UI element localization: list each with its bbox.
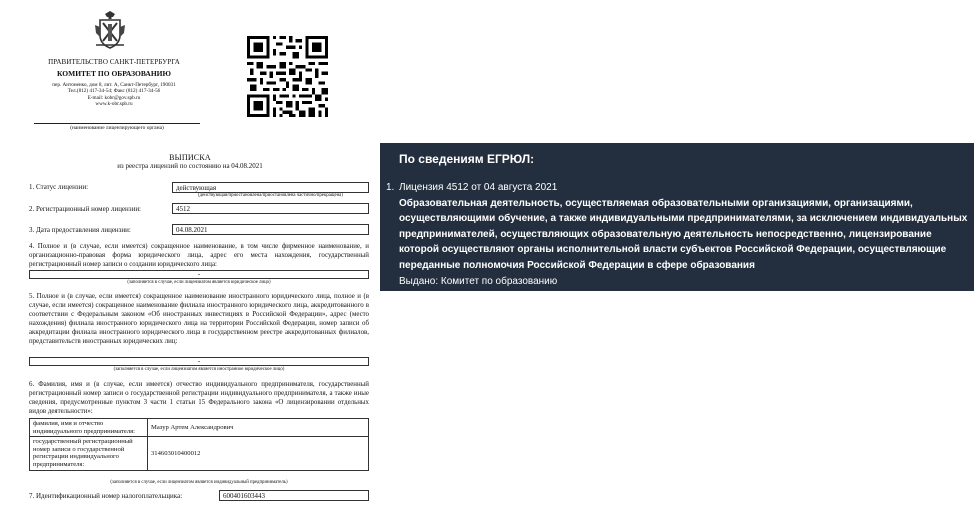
table-row — [30, 437, 369, 470]
reg-number-value: 4512 — [172, 203, 369, 214]
section-5-value: - — [29, 357, 369, 366]
email-line: E-mail: kobr@gov.spb.ru — [87, 94, 141, 101]
list-item-number: 1. — [386, 182, 395, 193]
date-label: 3. Дата предоставления лицензии: — [29, 226, 131, 234]
section-5-text: 5. Полное и (в случае, если имеется) сокращенное наименование иностранного юридического лица, полное и (в случае, если имеется) сокращенное наименование филиала иностранного юридического лица, аккредитованного в соответствии с Федеральным законом «Об иностранных инвестициях в Российской Федерации», адрес (место нахождения) филиала иностранного юридического лица на территории Российской Федерации, номер записи об аккредитации филиала иностранного юридического лица в государственном реестре аккредитованных филиалов, представительств иностранных юридических лиц: — [29, 293, 369, 345]
entrepreneur-table — [29, 418, 369, 471]
qr-code — [247, 36, 328, 117]
reg-number-label: 2. Регистрационный номер лицензии: — [29, 205, 142, 213]
table-row — [30, 419, 369, 437]
license-description: Образовательная деятельность, осуществляемая образовательными организациями, организациями, осуществляющими обучение, а также индивидуальными предпринимателями, за исключением индивидуальных предпринимателей, осуществляющих образовательную деятельность непосредственно, лицензирование которой осуществляют органы исполнительной власти субъектов Российской Федерации, осуществляющие переданные полномочия Российской Федерации в сфере образования — [399, 197, 968, 271]
table-key: фамилия, имя и отчество индивидуального предпринимателя: — [30, 419, 148, 437]
license-list — [386, 180, 972, 289]
license-issued-by: Выдано: Комитет по образованию — [399, 275, 558, 287]
phone-line: Тел.(812) 417-34-54; Факс (812) 417-34-56 — [67, 88, 161, 95]
authority-caption: (наименование лицензирующего органа) — [70, 125, 164, 131]
document-title: ВЫПИСКА — [169, 153, 211, 162]
coat-of-arms-icon — [93, 11, 127, 51]
table-key: государственный регистрационный номер записи о государственной регистрации индивидуального предпринимателя: — [30, 437, 148, 470]
divider — [34, 123, 200, 124]
entrepreneur-name: Мазур Артем Александрович — [148, 419, 369, 437]
issuing-authority — [34, 58, 194, 108]
date-value: 04.08.2021 — [172, 224, 369, 235]
license-heading: Лицензия 4512 от 04 августа 2021 — [399, 182, 558, 193]
committee-name: КОМИТЕТ ПО ОБРАЗОВАНИЮ — [57, 69, 171, 78]
list-item — [386, 180, 972, 289]
section-4-note: (заполняется в случае, если лицензиатом является юридическое лицо) — [127, 280, 271, 285]
license-extract-document — [0, 0, 380, 510]
status-note: (действующая/приостановлена/приостановлена частично/прекращена) — [198, 193, 343, 198]
section-4-text: 4. Полное и (в случае, если имеется) сокращенное наименование, в том числе фирменное наименование, и организационно-правовая форма юридического лица, адрес его места нахождения, государственный регистрационный номер записи о создании юридического лица: — [29, 243, 369, 268]
panel-title: По сведениям ЕГРЮЛ: — [399, 152, 535, 166]
ogrnip-value: 314603010400012 — [148, 437, 369, 470]
status-label: 1. Статус лицензии: — [29, 183, 89, 191]
egrul-info-panel — [380, 143, 974, 291]
document-subtitle: из реестра лицензий по состоянию на 04.08.2021 — [117, 162, 263, 170]
authority-address — [34, 82, 194, 108]
inn-label: 7. Идентификационный номер налогоплательщика: — [29, 492, 183, 500]
government-name: ПРАВИТЕЛЬСТВО САНКТ-ПЕТЕРБУРГА — [48, 58, 180, 66]
status-value: действующая — [172, 182, 369, 193]
inn-value: 600401603443 — [219, 490, 369, 501]
website-line: www.k-obr.spb.ru — [95, 101, 133, 108]
section-6-note: (заполняется в случае, если лицензиатом является индивидуальный предприниматель) — [110, 480, 288, 485]
section-6-text: 6. Фамилия, имя и (в случае, если имеется) отчество индивидуального предпринимателя, государственный регистрационный номер записи о государственной регистрации индивидуального предпринимателя, а также иные сведения, предусмотренные пунктом 3 части 1 статьи 15 Федерального закона «О лицензировании отдельных видов деятельности»: — [29, 381, 369, 415]
address-line: пер. Антоненко, дом 8, лит. А, Санкт-Петербург, 190031 — [52, 82, 176, 88]
section-4-value: - — [29, 270, 369, 279]
section-5-note: (заполняется в случае, если лицензиатом является иностранное юридическое лицо) — [113, 367, 285, 372]
